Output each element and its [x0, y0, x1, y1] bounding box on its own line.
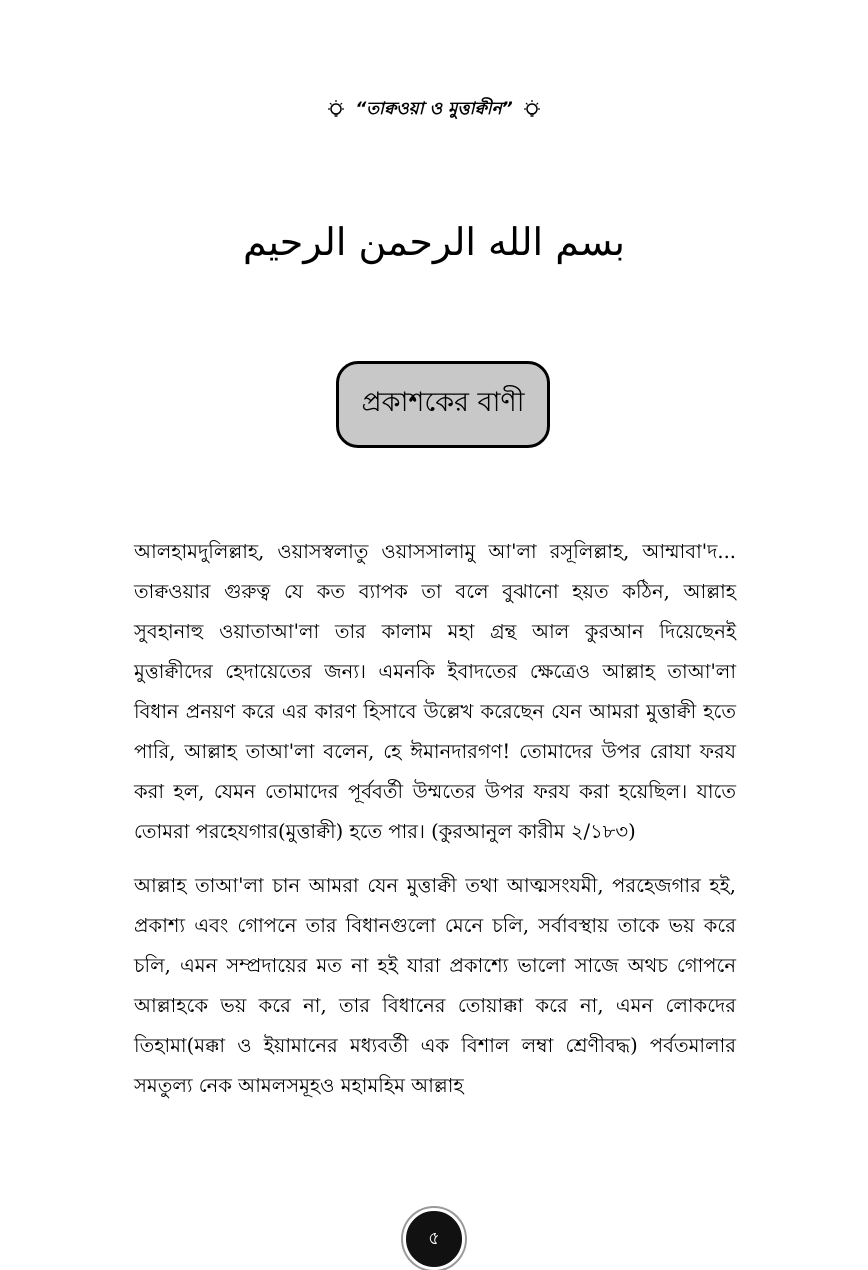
bismillah-calligraphy: بسم الله الرحمن الرحيم [243, 220, 625, 264]
section-title-text: প্রকাশকের বাণী [361, 387, 525, 418]
running-header [0, 96, 868, 124]
lightbulb-icon [521, 99, 543, 121]
paragraph: আল্লাহ তাআ'লা চান আমরা যেন মুত্তাক্বী তথা আত্মসংযমী, পরহেজগার হই, প্রকাশ্য এবং গোপনে তার বিধানগুলো মেনে চলি, সর্বাবস্থায় তাকে ভয় করে চলি, এমন সম্প্রদায়ের মত না হই যারা প্রকাশ্যে ভালো সাজে অথচ গোপনে আল্লাহকে ভয় করে না, তার বিধানের তোয়াক্কা করে না, এমন লোকদের তিহামা(মক্কা ও ইয়ামানের মধ্যবর্তী এক বিশাল লম্বা শ্রেণীবদ্ধ) পর্বতমালার সমতুল্য নেক আমলসমূহও মহামহিম আল্লাহ [134, 874, 736, 1097]
header-title: “তাক্বওয়া ও মুত্তাক্বীন” [355, 99, 513, 119]
page-number: ৫ [428, 1227, 440, 1249]
section-title [336, 361, 550, 448]
page-number-badge [403, 1208, 465, 1270]
body-text [134, 532, 736, 1120]
lightbulb-icon [325, 99, 347, 121]
paragraph: আলহামদুলিল্লাহ, ওয়াসস্বলাতু ওয়াসসালামু আ'লা রসূলিল্লাহ, আম্মাবা'দ... তাক্বওয়ার গুরুত্ব যে কত ব্যাপক তা বলে বুঝানো হয়ত কঠিন, আল্লাহ সুবহানাহু ওয়াতাআ'লা তার কালাম মহা গ্রন্থ আল কুরআন দিয়েছেনই মুত্তাক্বীদের হেদায়েতের জন্য। এমনকি ইবাদতের ক্ষেত্রেও আল্লাহ তাআ'লা বিধান প্রনয়ণ করে এর কারণ হিসাবে উল্লেখ করেছেন যেন আমরা মুত্তাক্বী হতে পারি, আল্লাহ তাআ'লা বলেন, হে ঈমানদারগণ! তোমাদের উপর রোযা ফরয করা হল, যেমন তোমাদের পূর্ববর্তী উম্মতের উপর ফরয করা হয়েছিল। যাতে তোমরা পরহেযগার(মুত্তাক্বী) হতে পার। (কুরআনুল কারীম ২/১৮৩) [134, 540, 736, 843]
